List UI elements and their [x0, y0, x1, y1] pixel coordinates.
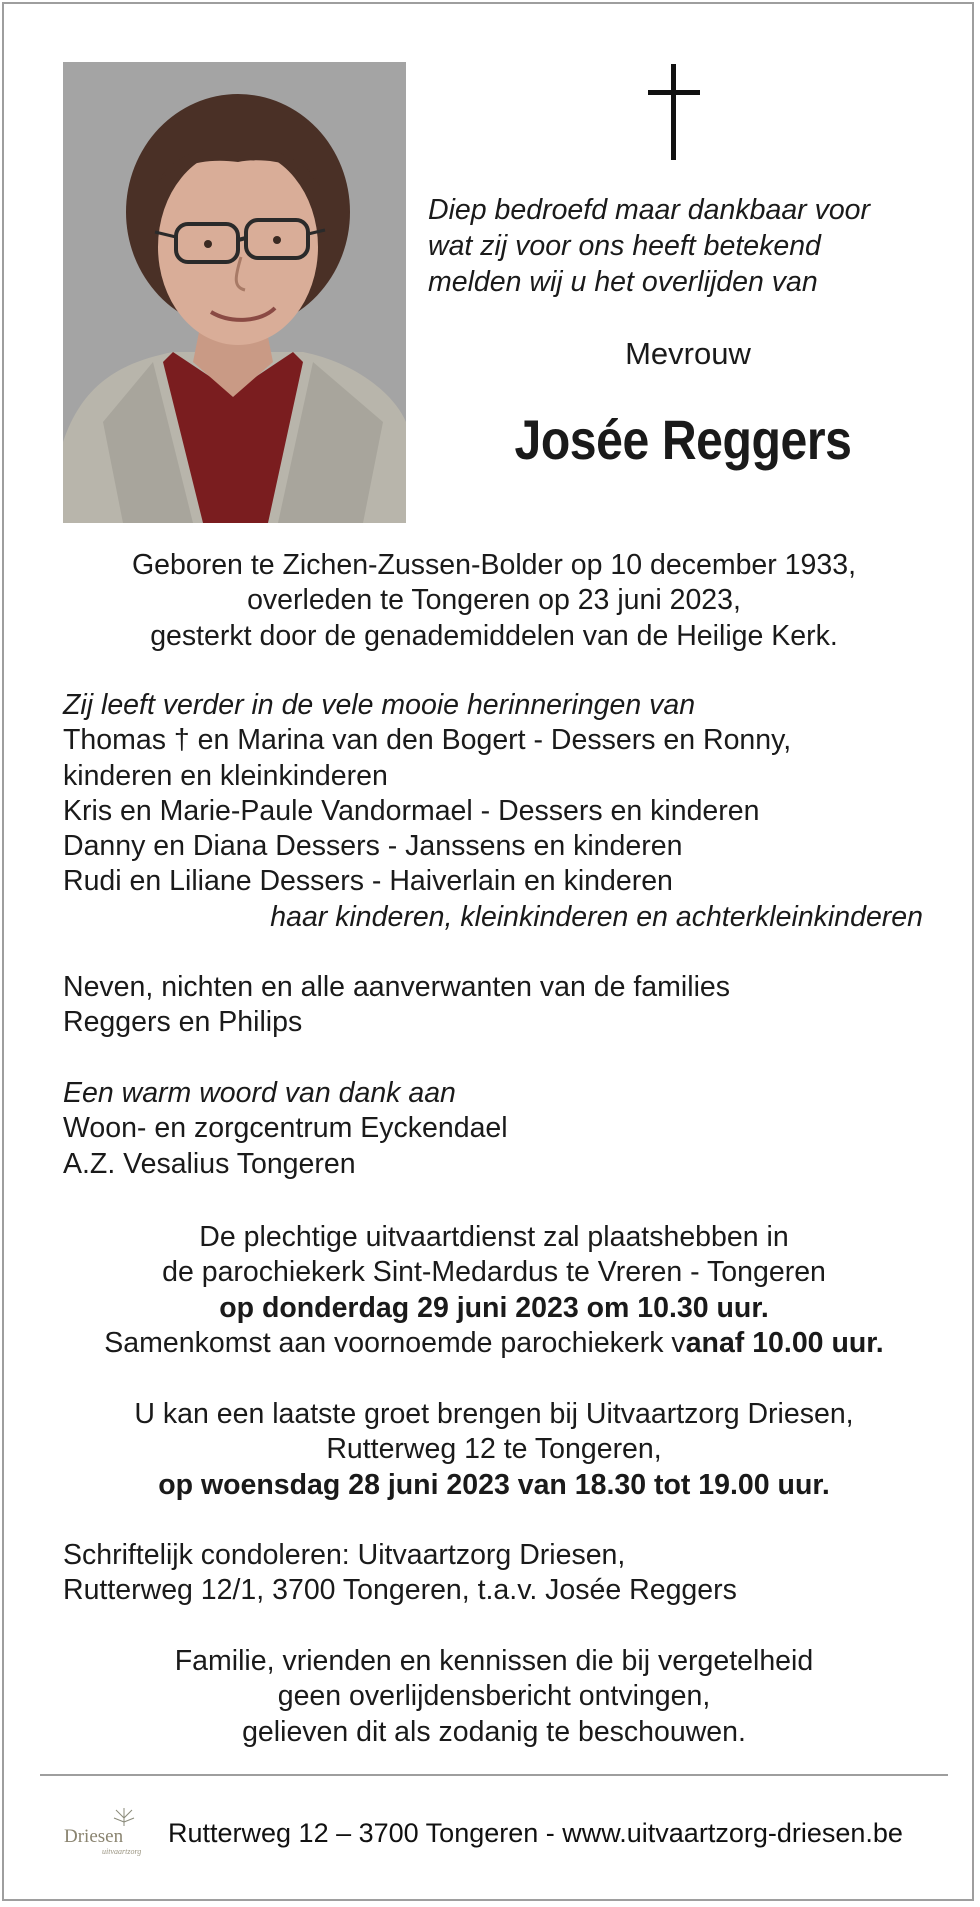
thanks-intro: Een warm woord van dank aan — [63, 1077, 456, 1109]
family-line: Kris en Marie-Paule Vandormael - Dessers en kinderen — [63, 794, 760, 827]
logo-subtext: uitvaartzorg — [102, 1847, 142, 1856]
portrait-illustration — [63, 62, 406, 523]
gathering-prefix: Samenkomst aan voornoemde parochiekerk v — [104, 1326, 686, 1359]
service-location: de parochiekerk Sint-Medardus te Vreren - Tongeren — [162, 1256, 826, 1289]
gathering-time: anaf 10.00 uur. — [685, 1326, 884, 1359]
birth-death-block — [44, 548, 944, 654]
service-line: De plechtige uitvaartdienst zal plaatshebben in — [199, 1221, 789, 1253]
intro-text — [428, 192, 948, 300]
service-block — [44, 1220, 944, 1361]
relatives-block — [63, 970, 943, 1041]
thanks-block — [63, 1076, 943, 1182]
footer-divider — [40, 1774, 948, 1776]
intro-line: melden wij u het overlijden van — [428, 266, 818, 298]
birth-line: Geboren te Zichen-Zussen-Bolder op 10 december 1933, — [131, 549, 856, 581]
family-line: Thomas † en Marina van den Bogert - Dessers en Ronny, — [63, 724, 792, 757]
sacrament-line: gesterkt door de genademiddelen van de Heilige Kerk. — [150, 619, 838, 652]
condolence-block — [63, 1538, 943, 1609]
death-line: overleden te Tongeren op 23 juni 2023, — [247, 584, 741, 617]
driesen-logo — [62, 1804, 146, 1860]
notice-line: Familie, vrienden en kennissen die bij vergetelheid — [174, 1645, 814, 1677]
thanks-line: A.Z. Vesalius Tongeren — [63, 1147, 356, 1180]
farewell-block — [44, 1397, 944, 1503]
notice-block — [44, 1644, 944, 1750]
relatives-line: Neven, nichten en alle aanverwanten van de families — [63, 971, 730, 1003]
salutation: Mevrouw — [625, 336, 751, 371]
condolence-line: Schriftelijk condoleren: Uitvaartzorg Driesen, — [63, 1539, 626, 1571]
farewell-line: U kan een laatste groet brengen bij Uitvaartzorg Driesen, — [134, 1398, 854, 1430]
cross-icon — [644, 64, 704, 164]
farewell-date: op woensdag 28 juni 2023 van 18.30 tot 19.00 uur. — [158, 1468, 830, 1501]
family-line: Rudi en Liliane Dessers - Haiverlain en kinderen — [63, 865, 673, 898]
deceased-name: Josée Reggers — [514, 408, 852, 471]
family-block — [63, 688, 943, 935]
obituary-card — [2, 2, 974, 1901]
intro-line: Diep bedroefd maar dankbaar voor — [428, 194, 871, 226]
thanks-line: Woon- en zorgcentrum Eyckendael — [63, 1112, 508, 1145]
relatives-line: Reggers en Philips — [63, 1006, 303, 1039]
family-closing: haar kinderen, kleinkinderen en achterkleinkinderen — [270, 900, 923, 933]
logo-text: Driesen — [64, 1826, 124, 1847]
portrait-photo — [63, 62, 406, 523]
footer-contact: Rutterweg 12 – 3700 Tongeren - www.uitvaartzorg-driesen.be — [168, 1818, 903, 1848]
intro-line: wat zij voor ons heeft betekend — [428, 230, 821, 262]
family-intro: Zij leeft verder in de vele mooie herinneringen van — [63, 689, 696, 721]
service-date: op donderdag 29 juni 2023 om 10.30 uur. — [219, 1291, 769, 1324]
notice-line: geen overlijdensbericht ontvingen, — [277, 1680, 711, 1713]
gathering-line — [44, 1326, 944, 1361]
notice-line: gelieven dit als zodanig te beschouwen. — [242, 1715, 746, 1748]
family-line: Danny en Diana Dessers - Janssens en kinderen — [63, 830, 683, 863]
condolence-address: Rutterweg 12/1, 3700 Tongeren, t.a.v. Josée Reggers — [63, 1574, 737, 1607]
family-line: kinderen en kleinkinderen — [63, 759, 388, 792]
farewell-address: Rutterweg 12 te Tongeren, — [326, 1433, 662, 1466]
